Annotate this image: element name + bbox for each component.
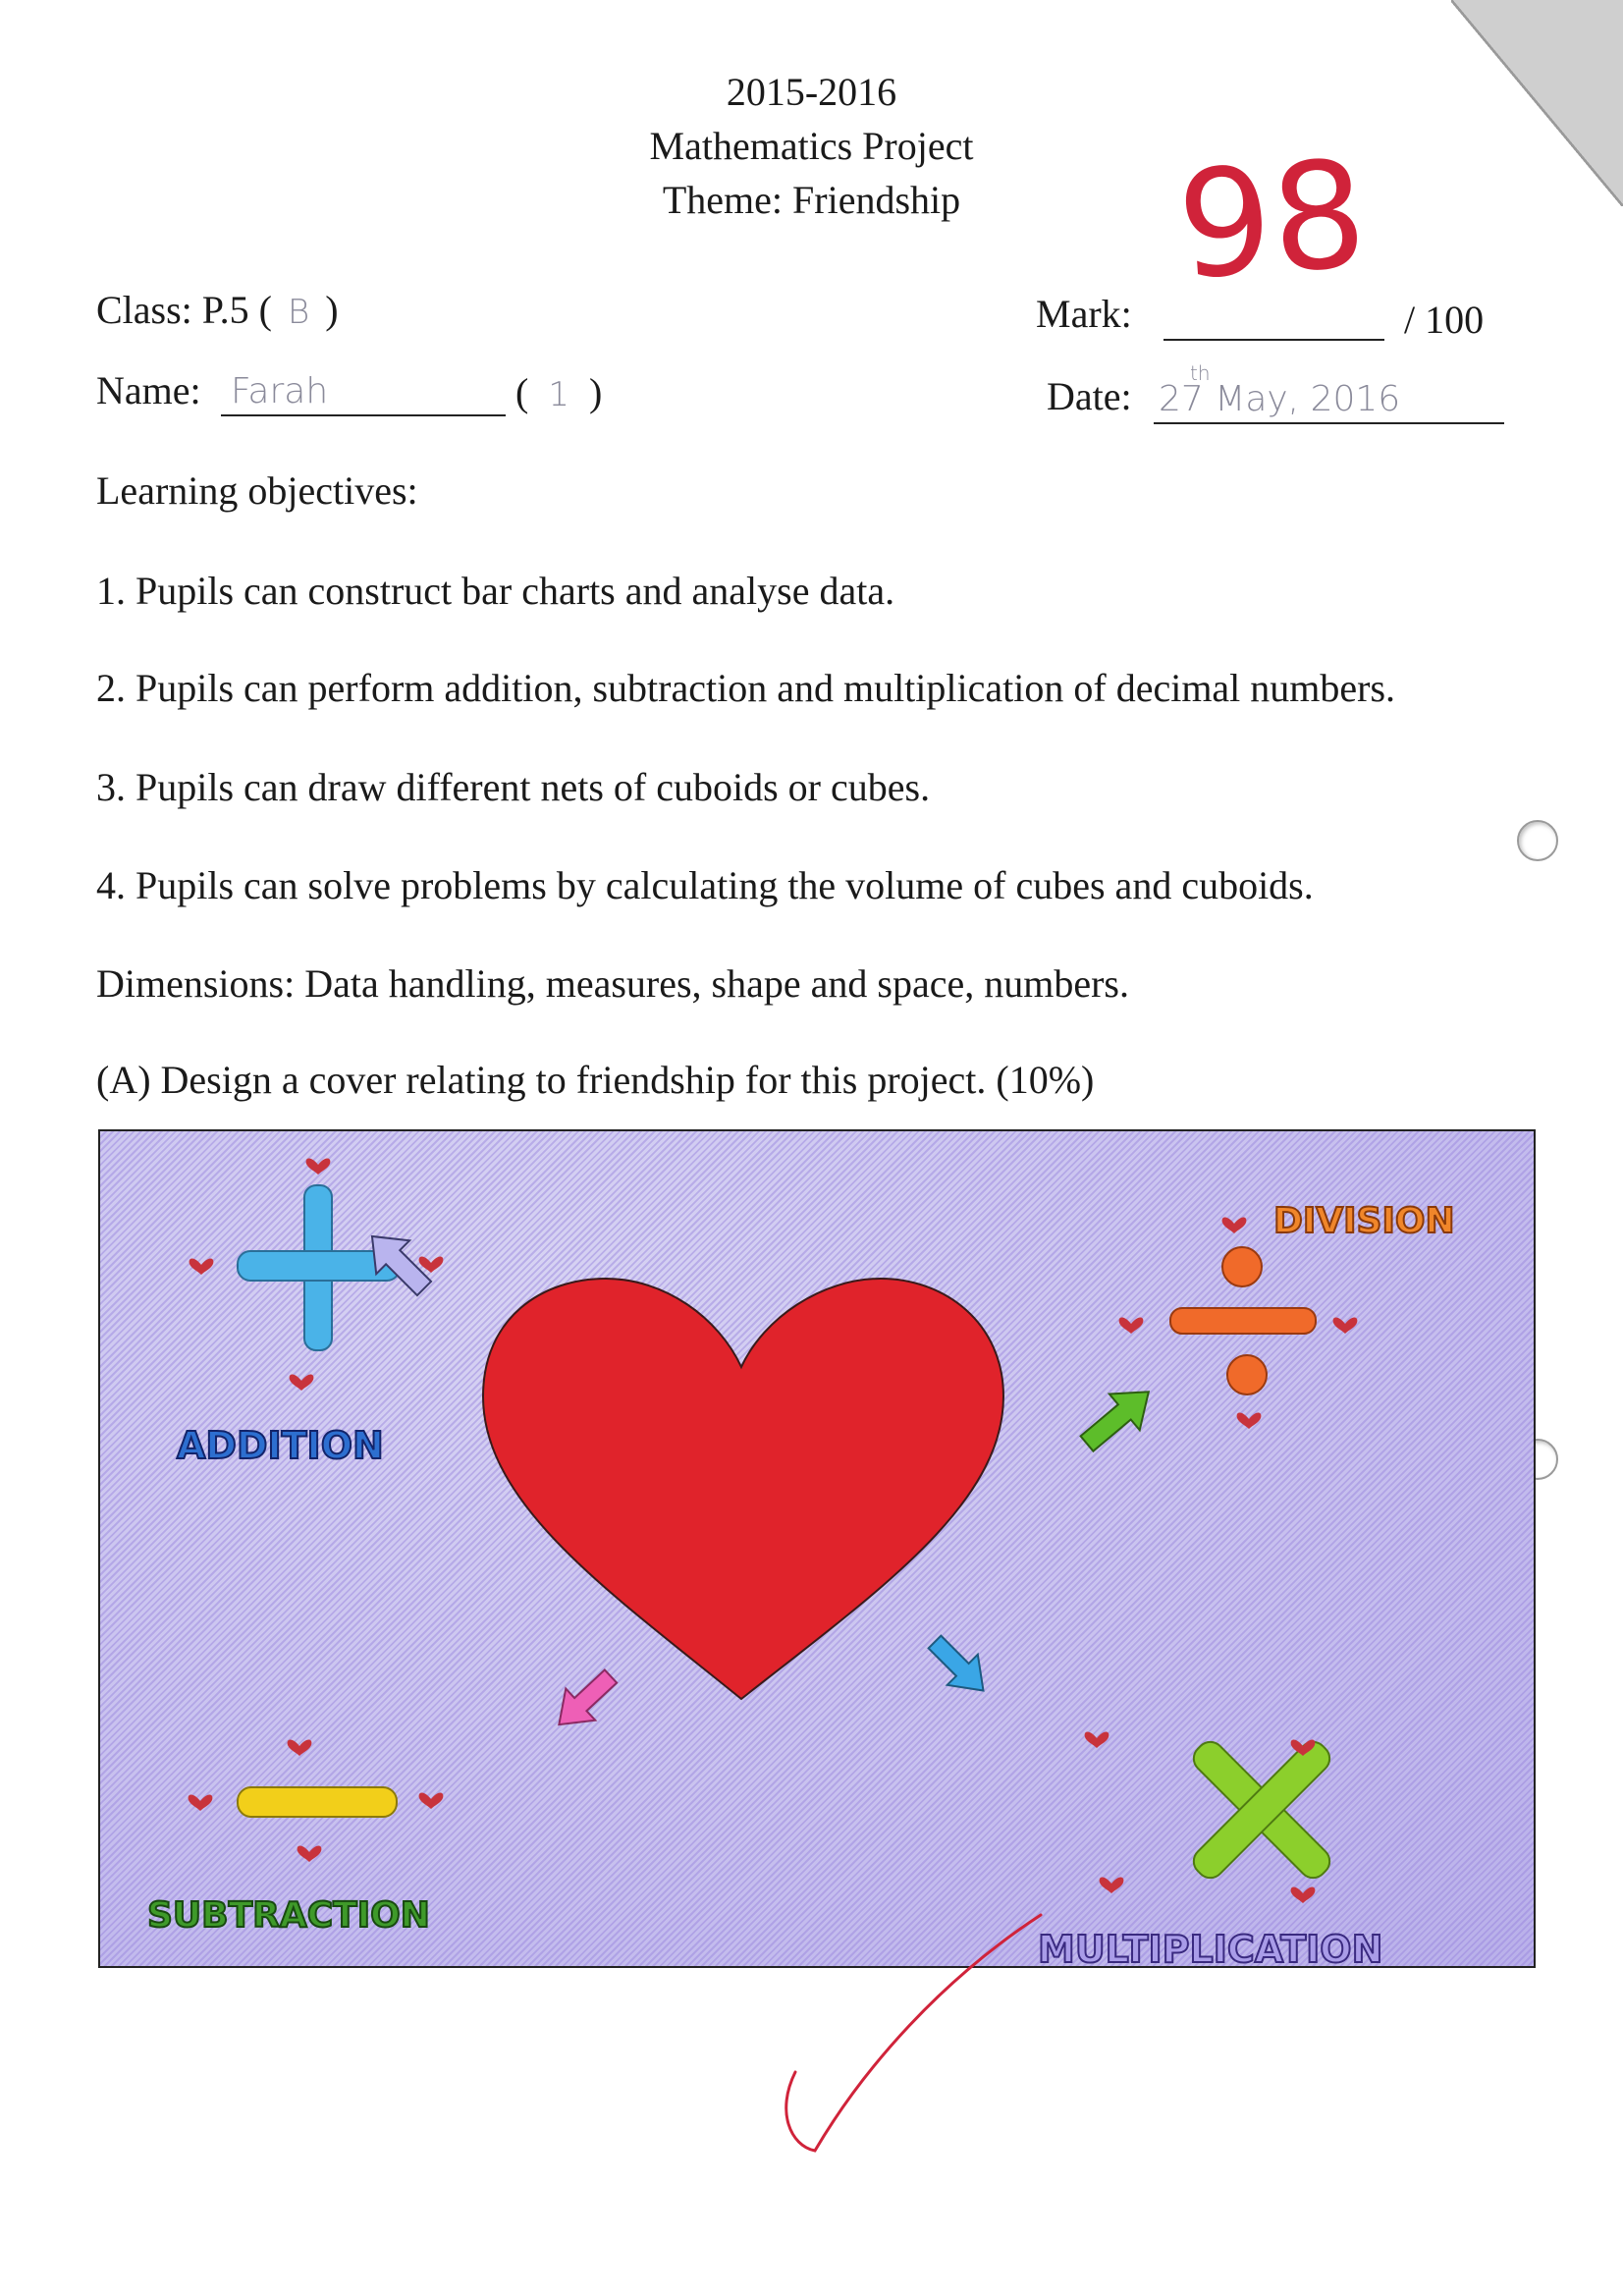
mark-total: / 100: [1404, 298, 1485, 342]
subtraction-label: SUBTRACTION: [147, 1895, 430, 1936]
date-label: Date:: [1047, 374, 1132, 418]
times-icon: [1188, 1736, 1335, 1884]
date-blank-line: [1154, 422, 1504, 424]
objectives-heading: Learning objectives:: [96, 468, 418, 513]
mark-label: Mark:: [1036, 292, 1132, 336]
hole-punch-upper: [1517, 820, 1558, 861]
multiplication-label: MULTIPLICATION: [1038, 1928, 1383, 1966]
objective-4: 4. Pupils can solve problems by calculating the volume of cubes and cuboids.: [96, 863, 1314, 907]
mark-blank-line: [1163, 339, 1384, 341]
student-number-field: [515, 369, 602, 415]
objective-1: 1. Pupils can construct bar charts and analyse data.: [96, 569, 895, 613]
header-year: 2015-2016: [726, 70, 897, 114]
date-value: 27 May, 2016: [1159, 379, 1401, 419]
division-label: DIVISION: [1273, 1201, 1455, 1241]
teacher-check-mark: [776, 1900, 1070, 2165]
arrow-to-divide: [1072, 1374, 1164, 1461]
objective-2: 2. Pupils can perform addition, subtraction and multiplication of decimal numbers.: [96, 666, 1396, 710]
addition-label: ADDITION: [177, 1424, 384, 1467]
name-label: Name:: [96, 368, 201, 412]
handwritten-score: 98: [1172, 129, 1372, 313]
divide-icon: [1170, 1247, 1316, 1394]
number-close: ): [588, 370, 603, 414]
class-value: B: [287, 293, 310, 332]
cover-drawing: [98, 1129, 1536, 1968]
name-blank-line: [221, 414, 506, 416]
big-heart: [483, 1279, 1003, 1699]
class-field: [96, 287, 339, 333]
number-open: (: [515, 370, 529, 414]
cover-illustration: [100, 1131, 1534, 1966]
arrow-to-times: [919, 1626, 999, 1706]
minus-icon: [238, 1787, 397, 1817]
class-close: ): [325, 288, 339, 332]
header-theme: Theme: Friendship: [662, 178, 961, 222]
class-label: Class: P.5 (: [96, 288, 272, 332]
arrow-to-minus: [544, 1661, 625, 1740]
objective-3: 3. Pupils can draw different nets of cuboids or cubes.: [96, 765, 931, 809]
name-value: Farah: [231, 371, 329, 411]
student-number-value: 1: [548, 375, 569, 414]
dimensions-line: Dimensions: Data handling, measures, shape and space, numbers.: [96, 961, 1129, 1006]
header-title: Mathematics Project: [649, 124, 974, 168]
task-a-instruction: (A) Design a cover relating to friendship for this project. (10%): [96, 1058, 1095, 1102]
date-superscript: th: [1190, 361, 1211, 385]
